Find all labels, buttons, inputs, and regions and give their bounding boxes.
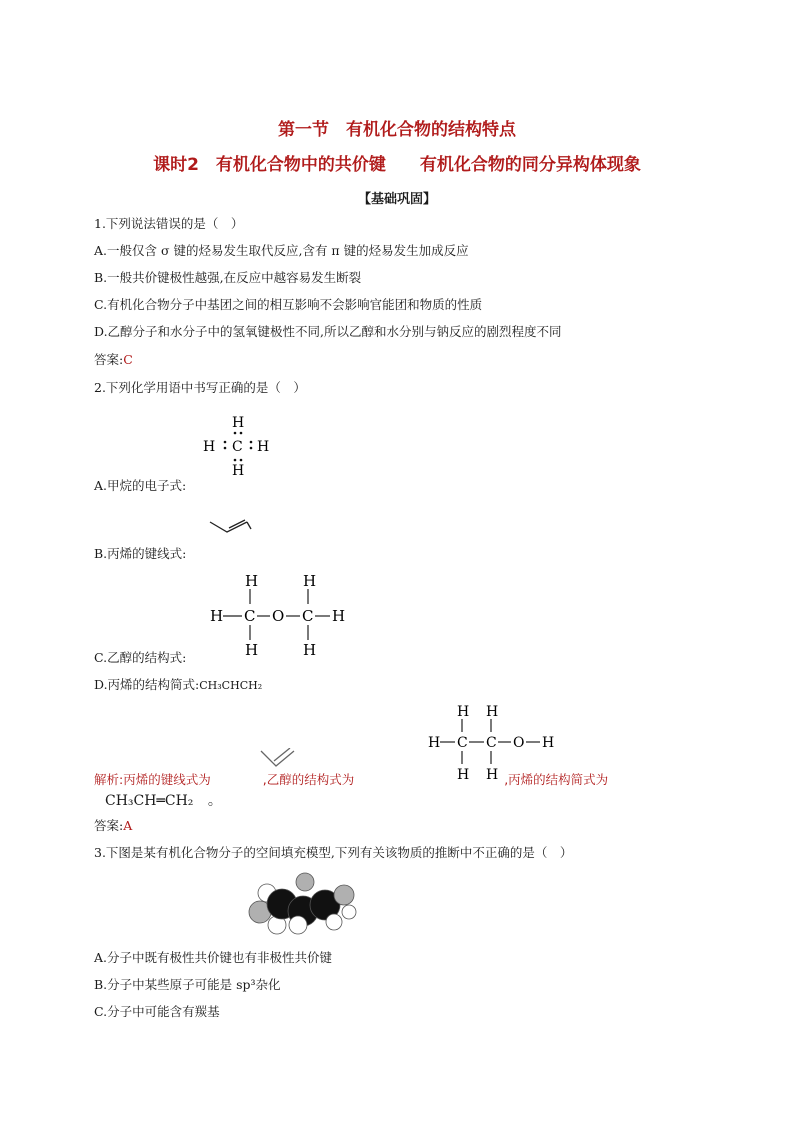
atom-h: H [457,767,470,783]
answer-value: A [123,818,133,833]
q3-option-c: C.分子中可能含有羰基 [94,1004,220,1019]
atom-sphere-gray [334,885,354,905]
explain-formula-line [105,790,222,810]
atom-sphere-white [326,914,342,930]
atom-h: H [486,767,499,783]
answer-label: 答案: [94,352,124,367]
atom-h: H [245,572,259,590]
q1-option-a: A.一般仅含 σ 键的烃易发生取代反应,含有 π 键的烃易发生加成反应 [94,243,469,258]
q3-option-b: B.分子中某些原子可能是 sp³杂化 [94,977,281,992]
atom-c: C [457,735,468,751]
atom-o: O [272,607,285,625]
q2-explanation-line [94,770,608,788]
subsection-title: 【基础巩固】 [357,192,436,207]
q1-option-b: B.一般共价键极性越强,在反应中越容易发生断裂 [94,270,362,285]
atom-o: O [513,735,525,751]
atom-h: H [542,735,555,751]
q2-option-d [94,675,262,693]
atom-h: H [332,607,346,625]
atom-c: C [486,735,497,751]
atom-h: H [203,439,216,455]
atom-h: H [303,641,317,659]
atom-sphere-white [289,916,307,934]
q2-stem: 2.下列化学用语中书写正确的是（ ） [94,380,306,395]
q3-stem: 3.下图是某有机化合物分子的空间填充模型,下列有关该物质的推断中不正确的是（ ） [94,845,573,860]
atom-h: H [457,704,470,720]
atom-h: H [303,572,317,590]
q3-option-a: A.分子中既有极性共价键也有非极性共价键 [94,950,333,965]
option-d-formula: CH₃CHCH₂ [199,679,263,692]
atom-c: C [244,607,256,625]
q2-option-a: A.甲烷的电子式: [94,478,187,493]
propene-condensed-formula: CH₃CH═CH₂ [105,793,194,809]
answer-label: 答案: [94,818,124,833]
q1-option-c: C.有机化合物分子中基团之间的相互影响不会影响官能团和物质的性质 [94,297,483,312]
q2-option-b: B.丙烯的键线式: [94,546,187,561]
atom-h: H [486,704,499,720]
atom-c: C [232,439,243,455]
atom-h: H [428,735,441,751]
atom-h: H [232,463,245,479]
q1-answer [94,350,133,368]
atom-c: C [302,607,314,625]
atom-h: H [257,439,270,455]
explain-part-1: 解析:丙烯的键线式为 [94,772,211,787]
atom-h: H [210,607,224,625]
explain-propene-skeletal [258,748,298,772]
option-c-structural-formula [205,570,355,662]
space-filling-model [240,868,360,938]
section-title: 第一节 有机化合物的结构特点 [278,120,516,140]
q1-stem: 1.下列说法错误的是（ ） [94,216,244,231]
q2-answer [94,816,132,834]
q1-option-d: D.乙醇分子和水分子中的氢氧键极性不同,所以乙醇和水分别与钠反应的剧烈程度不同 [94,324,562,339]
propene-skeletal-formula [207,517,253,537]
methane-electron-formula [195,412,275,480]
answer-value: C [123,352,133,367]
q2-option-c: C.乙醇的结构式: [94,650,187,665]
explain-part-2: ,乙醇的结构式为 [262,772,355,787]
lesson-title: 课时2 有机化合物中的共价键 有机化合物的同分异构体现象 [153,155,641,175]
atom-sphere-white [342,905,356,919]
explain-end: 。 [207,793,222,809]
explain-part-3: ,丙烯的结构简式为 [504,772,609,787]
atom-h: H [245,641,259,659]
atom-h: H [232,415,245,431]
atom-sphere-gray [296,873,314,891]
option-d-label: D.丙烯的结构简式: [94,677,200,692]
